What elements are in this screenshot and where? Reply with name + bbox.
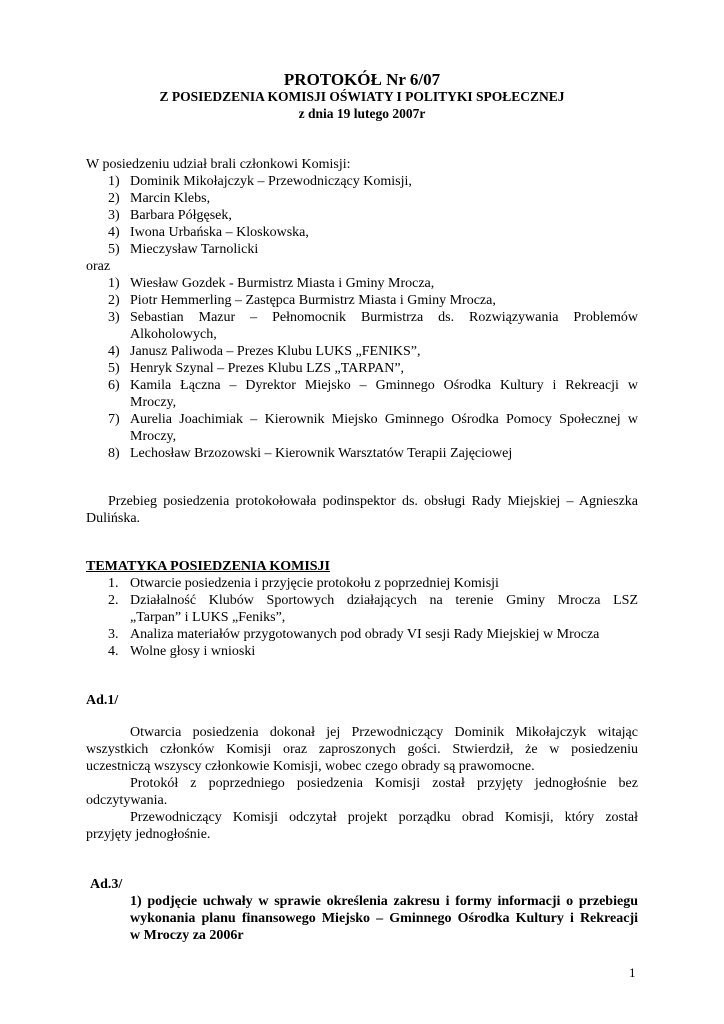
member-item: Marcin Klebs, bbox=[130, 191, 211, 206]
page-subtitle: Z POSIEDZENIA KOMISJI OŚWIATY I POLITYKI SPOŁECZNEJ bbox=[159, 89, 565, 104]
ad3-resolution-line: 1) podjęcie uchwały w sprawie określenia zakresu i formy informacji o przebiegu bbox=[130, 894, 638, 909]
member-number: 3) bbox=[108, 208, 120, 223]
guest-item: Wiesław Gozdek - Burmistrz Miasta i Gminy Mrocza, bbox=[130, 276, 435, 291]
minutes-taker-line-continued: Dulińska. bbox=[86, 511, 141, 526]
ad1-paragraph-line: uczestniczą wszyscy członkowie Komisji, wobec czego obrady są prawomocne. bbox=[86, 759, 535, 774]
ad3-resolution-line: wykonania planu finansowego Miejsko – Gminnego Ośrodka Kultury i Rekreacji bbox=[130, 911, 638, 926]
guest-item: Lechosław Brzozowski – Kierownik Warsztatów Terapii Zajęciowej bbox=[130, 446, 513, 461]
member-number: 5) bbox=[108, 242, 120, 257]
page-title: PROTOKÓŁ Nr 6/07 bbox=[283, 70, 441, 89]
minutes-taker-line: Przebieg posiedzenia protokołowała podinspektor ds. obsługi Rady Miejskiej – Agnieszka bbox=[108, 494, 638, 509]
page-number: 1 bbox=[629, 965, 636, 980]
guest-number: 2) bbox=[108, 293, 120, 308]
oraz-label: oraz bbox=[86, 259, 111, 274]
topic-item-continued: „Tarpan” i LUKS „Feniks”, bbox=[130, 610, 286, 625]
topic-item: Otwarcie posiedzenia i przyjęcie protokołu z poprzedniej Komisji bbox=[130, 576, 499, 591]
guest-number: 8) bbox=[108, 446, 120, 461]
guest-number: 4) bbox=[108, 344, 120, 359]
topics-heading: TEMATYKA POSIEDZENIA KOMISJI bbox=[86, 559, 331, 574]
topic-number: 2. bbox=[108, 593, 119, 608]
attendance-intro: W posiedzeniu udział brali członkowi Komisji: bbox=[86, 157, 351, 172]
topic-item: Analiza materiałów przygotowanych pod obrady VI sesji Rady Miejskiej w Mrocza bbox=[130, 627, 600, 642]
member-item: Barbara Półgęsek, bbox=[130, 208, 232, 223]
ad1-paragraph-line: Protokół z poprzedniego posiedzenia Komisji został przyjęty jednogłośnie bez bbox=[130, 776, 638, 791]
guest-item-continued: Alkoholowych, bbox=[130, 327, 217, 342]
ad3-heading: Ad.3/ bbox=[90, 877, 123, 892]
topic-item: Wolne głosy i wnioski bbox=[130, 644, 256, 659]
ad1-paragraph-line: Otwarcia posiedzenia dokonał jej Przewodniczący Dominik Mikołajczyk witając bbox=[130, 725, 638, 740]
guest-item: Kamila Łączna – Dyrektor Miejsko – Gminnego Ośrodka Kultury i Rekreacji w bbox=[130, 378, 638, 393]
ad1-heading: Ad.1/ bbox=[86, 693, 119, 708]
guest-item: Sebastian Mazur – Pełnomocnik Burmistrza ds. Rozwiązywania Problemów bbox=[130, 310, 638, 325]
topic-number: 4. bbox=[108, 644, 119, 659]
member-item: Dominik Mikołajczyk – Przewodniczący Komisji, bbox=[130, 174, 412, 189]
guest-item: Aurelia Joachimiak – Kierownik Miejsko Gminnego Ośrodka Pomocy Społecznej w bbox=[130, 412, 638, 427]
ad1-paragraph-line: odczytywania. bbox=[86, 793, 168, 808]
topic-number: 3. bbox=[108, 627, 119, 642]
guest-item: Piotr Hemmerling – Zastępca Burmistrz Miasta i Gminy Mrocza, bbox=[130, 293, 496, 308]
guest-number: 1) bbox=[108, 276, 120, 291]
guest-number: 7) bbox=[108, 412, 120, 427]
member-number: 4) bbox=[108, 225, 120, 240]
topic-item: Działalność Klubów Sportowych działających na terenie Gminy Mrocza LSZ bbox=[130, 593, 638, 608]
guest-number: 6) bbox=[108, 378, 120, 393]
member-number: 2) bbox=[108, 191, 120, 206]
guest-number: 5) bbox=[108, 361, 120, 376]
member-number: 1) bbox=[108, 174, 120, 189]
member-item: Mieczysław Tarnolicki bbox=[130, 242, 259, 257]
guest-item-continued: Mroczy, bbox=[130, 395, 177, 410]
ad1-paragraph-line: Przewodniczący Komisji odczytał projekt porządku obrad Komisji, który został bbox=[130, 810, 638, 825]
ad1-paragraph-line: przyjęty jednogłośnie. bbox=[86, 827, 211, 842]
member-item: Iwona Urbańska – Kloskowska, bbox=[130, 225, 309, 240]
guest-number: 3) bbox=[108, 310, 120, 325]
guest-item: Janusz Paliwoda – Prezes Klubu LUKS „FENIKS”, bbox=[130, 344, 421, 359]
meeting-date: z dnia 19 lutego 2007r bbox=[298, 106, 426, 121]
topic-number: 1. bbox=[108, 576, 119, 591]
ad3-resolution-line: w Mroczy za 2006r bbox=[130, 928, 244, 943]
guest-item: Henryk Szynal – Prezes Klubu LZS „TARPAN”, bbox=[130, 361, 405, 376]
ad1-paragraph-line: wszystkich członków Komisji oraz zaproszonych gości. Stwierdził, że w posiedzeniu bbox=[86, 742, 638, 757]
guest-item-continued: Mroczy, bbox=[130, 429, 177, 444]
